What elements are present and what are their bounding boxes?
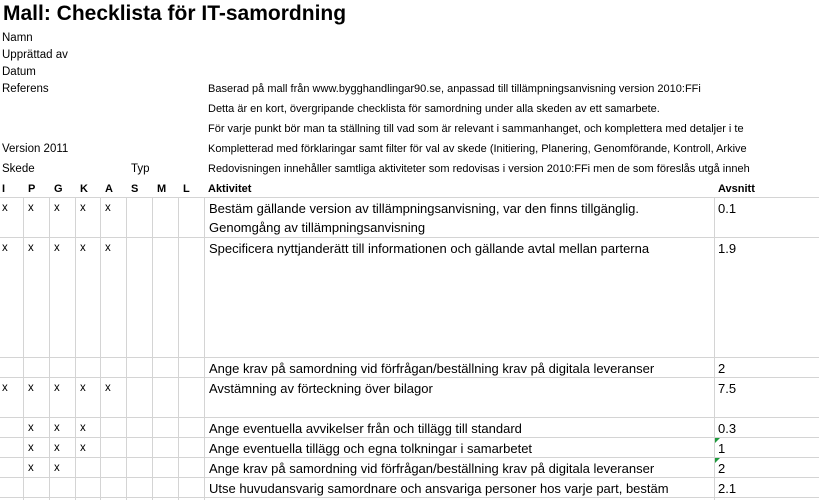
row-1-avsnitt[interactable]: 0.1 xyxy=(718,201,737,216)
label-typ: Typ xyxy=(131,163,150,175)
col-header-p: P xyxy=(28,183,36,195)
row-1-g[interactable]: x xyxy=(54,202,60,214)
col-header-avsnitt: Avsnitt xyxy=(718,183,755,195)
label-upprattad-av: Upprättad av xyxy=(2,49,68,61)
col-header-g: G xyxy=(54,183,63,195)
grid-line xyxy=(23,197,24,500)
row-2-k[interactable]: x xyxy=(80,242,86,254)
grid-line xyxy=(152,197,153,500)
row-1-aktivitet[interactable]: Bestäm gällande version av tillämpningsanvisning, var den finns tillgänglig. xyxy=(209,201,639,216)
row-2-avsnitt[interactable]: 1.9 xyxy=(718,241,737,256)
grid-line xyxy=(0,457,819,458)
row-1-a[interactable]: x xyxy=(105,202,111,214)
note-line-3: För varje punkt bör man ta ställning till vad som är relevant i sammanhanget, och komplettera med detaljer i te xyxy=(208,123,744,135)
row-4-g[interactable]: x xyxy=(54,382,60,394)
row-3-avsnitt[interactable]: 2 xyxy=(718,361,726,376)
row-1-k[interactable]: x xyxy=(80,202,86,214)
grid-line xyxy=(100,197,101,500)
row-3-aktivitet[interactable]: Ange krav på samordning vid förfrågan/beställning krav på digitala leveranser xyxy=(209,361,655,376)
row-2-p[interactable]: x xyxy=(28,242,34,254)
row-5-p[interactable]: x xyxy=(28,422,34,434)
label-datum: Datum xyxy=(2,66,36,78)
row-6-aktivitet[interactable]: Ange eventuella tillägg och egna tolkningar i samarbetet xyxy=(209,441,533,456)
grid-line xyxy=(0,237,819,238)
row-8-avsnitt[interactable]: 2.1 xyxy=(718,481,737,496)
row-7-avsnitt[interactable]: 2 xyxy=(718,461,726,476)
grid-line xyxy=(0,477,819,478)
label-referens: Referens xyxy=(2,83,49,95)
col-header-i: I xyxy=(2,183,6,195)
page-title: Mall: Checklista för IT-samordning xyxy=(3,2,347,25)
row-4-a[interactable]: x xyxy=(105,382,111,394)
row-4-p[interactable]: x xyxy=(28,382,34,394)
row-6-avsnitt[interactable]: 1 xyxy=(718,441,726,456)
row-5-g[interactable]: x xyxy=(54,422,60,434)
row-4-aktivitet[interactable]: Avstämning av förteckning över bilagor xyxy=(209,381,433,396)
grid-line xyxy=(0,377,819,378)
col-header-m: M xyxy=(157,183,167,195)
row-5-aktivitet[interactable]: Ange eventuella avvikelser från och tillägg till standard xyxy=(209,421,522,436)
row-6-g[interactable]: x xyxy=(54,442,60,454)
row-1-i[interactable]: x xyxy=(2,202,8,214)
row-1-p[interactable]: x xyxy=(28,202,34,214)
row-7-aktivitet[interactable]: Ange krav på samordning vid förfrågan/beställning krav på digitala leveranser xyxy=(209,461,655,476)
col-header-l: L xyxy=(183,183,190,195)
grid-line xyxy=(204,197,205,500)
col-header-s: S xyxy=(131,183,139,195)
row-2-aktivitet[interactable]: Specificera nyttjanderätt till informationen och gällande avtal mellan parterna xyxy=(209,241,650,256)
grid-line xyxy=(0,437,819,438)
grid-line xyxy=(0,497,819,498)
note-line-2: Detta är en kort, övergripande checklista för samordning under alla skeden av ett samarbete. xyxy=(208,103,660,115)
note-line-5: Redovisningen innehåller samtliga aktiviteter som redovisas i version 2010:FFi men de som föreslås utgå inneh xyxy=(208,163,750,175)
row-4-k[interactable]: x xyxy=(80,382,86,394)
grid-line xyxy=(75,197,76,500)
row-5-k[interactable]: x xyxy=(80,422,86,434)
label-namn: Namn xyxy=(2,32,33,44)
grid-line xyxy=(0,417,819,418)
row-4-i[interactable]: x xyxy=(2,382,8,394)
row-2-g[interactable]: x xyxy=(54,242,60,254)
label-version: Version 2011 xyxy=(2,143,69,155)
note-line-4: Kompletterad med förklaringar samt filter för val av skede (Initiering, Planering, Genomförande, Kontroll, Arkive xyxy=(208,143,747,155)
col-header-aktivitet: Aktivitet xyxy=(208,183,252,195)
grid-line xyxy=(0,197,819,198)
row-2-i[interactable]: x xyxy=(2,242,8,254)
col-header-k: K xyxy=(80,183,88,195)
grid-line xyxy=(126,197,127,500)
row-1-aktivitet-line-2[interactable]: Genomgång av tillämpningsanvisning xyxy=(209,220,426,235)
row-7-p[interactable]: x xyxy=(28,462,34,474)
row-7-g[interactable]: x xyxy=(54,462,60,474)
grid-line xyxy=(178,197,179,500)
row-4-avsnitt[interactable]: 7.5 xyxy=(718,381,737,396)
row-2-a[interactable]: x xyxy=(105,242,111,254)
row-6-p[interactable]: x xyxy=(28,442,34,454)
grid-line xyxy=(714,197,715,500)
row-8-aktivitet[interactable]: Utse huvudansvarig samordnare och ansvariga personer hos varje part, bestäm xyxy=(209,481,669,496)
grid-line xyxy=(0,357,819,358)
row-6-k[interactable]: x xyxy=(80,442,86,454)
grid-line xyxy=(49,197,50,500)
col-header-a: A xyxy=(105,183,113,195)
note-line-1: Baserad på mall från www.bygghandlingar90.se, anpassad till tillämpningsanvisning version 2010:FFi xyxy=(208,83,701,95)
row-5-avsnitt[interactable]: 0.3 xyxy=(718,421,737,436)
label-skede: Skede xyxy=(2,163,35,175)
